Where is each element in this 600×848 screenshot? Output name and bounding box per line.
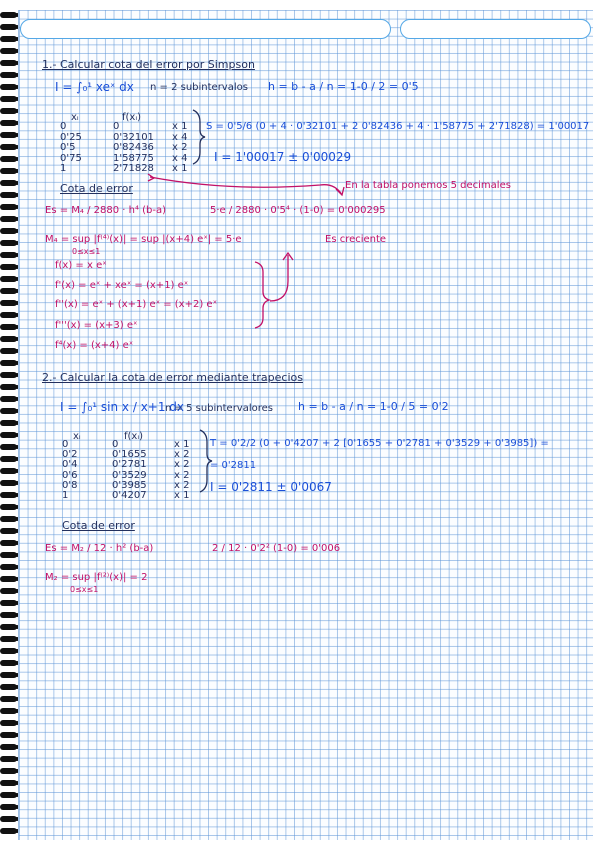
arrow-to-note [150, 177, 342, 195]
p1-result: I = 1'00017 ± 0'00029 [214, 150, 352, 164]
p1-creciente: Es creciente [325, 234, 387, 245]
p1-table-x-cell: 1 [60, 163, 67, 174]
p1-simpson-sum: S = 0'5/6 (0 + 4 · 0'32101 + 2 0'82436 + 4 · 1'58775 + 2'71828) = 1'00017 [206, 121, 590, 132]
p1-table-x-cell: 0'75 [60, 152, 82, 164]
p1-col-x: xᵢ [71, 112, 79, 123]
p1-derivative: f⁴(x) = (x+4) eˣ [55, 340, 134, 351]
p2-col-f: f(xᵢ) [124, 431, 144, 442]
p1-table-f-cell: 0'32101 [113, 131, 154, 143]
p1-table-f-cell: 2'71828 [113, 163, 154, 174]
p1-derivs-brace [255, 262, 269, 328]
p2-table-w-cell: x 2 [174, 469, 190, 481]
arrow-to-m4 [270, 255, 288, 301]
p2-table-f-cell: 0'3985 [112, 479, 147, 491]
p1-derivative: f'''(x) = (x+3) eˣ [55, 320, 138, 331]
p1-h: h = b - a / n = 1-0 / 2 = 0'5 [268, 80, 419, 93]
p1-derivative: f''(x) = eˣ + (x+1) eˣ = (x+2) eˣ [55, 299, 218, 310]
p1-derivative: f(x) = x eˣ [55, 260, 107, 271]
p2-es-value: 2 / 12 · 0'2² (1-0) = 0'006 [212, 543, 341, 554]
p1-note: En la tabla ponemos 5 decimales [345, 180, 511, 191]
p2-m2-range: 0≤x≤1 [70, 585, 99, 594]
p1-table-w-cell: x 1 [172, 121, 188, 132]
p2-cota-title: Cota de error [62, 519, 135, 532]
p1-es-value: 5·e / 2880 · 0'5⁴ · (1-0) = 0'000295 [210, 205, 386, 216]
p2-table-f-cell: 0 [112, 439, 119, 450]
p2-table-w-cell: x 1 [174, 439, 190, 450]
p1-table-w-cell: x 4 [172, 131, 188, 143]
p1-table-x-cell: 0'25 [60, 131, 82, 143]
p2-integral: I = ∫₀¹ sin x / x+1 dx [60, 400, 185, 414]
p2-table-x-cell: 1 [62, 490, 69, 501]
p1-table-f-cell: 0 [113, 121, 120, 132]
p2-table-x-cell: 0'6 [62, 469, 78, 481]
p1-table-f-cell: 1'58775 [113, 152, 154, 164]
p1-table-x-cell: 0'5 [60, 142, 76, 153]
p2-table-f-cell: 0'4207 [112, 490, 147, 501]
p1-integral: I = ∫₀¹ xeˣ dx [55, 80, 134, 94]
p2-table-x-cell: 0'4 [62, 459, 78, 471]
p2-m2: M₂ = sup |f⁽²⁾(x)| = 2 [45, 572, 148, 583]
p2-trapezoid-sum: T = 0'2/2 (0 + 0'4207 + 2 [0'1655 + 0'2781 + 0'3529 + 0'3985]) = [210, 438, 549, 449]
p2-table-w-cell: x 2 [174, 459, 190, 471]
p2-table-f-cell: 0'1655 [112, 449, 147, 461]
p1-table-x-cell: 0 [60, 121, 67, 132]
problem-2-title: 2.- Calcular la cota de error mediante trapecios [42, 371, 303, 384]
p2-result: I = 0'2811 ± 0'0067 [210, 480, 332, 494]
p1-table-brace [193, 110, 205, 164]
p1-n: n = 2 subintervalos [150, 82, 248, 93]
p1-m4: M₄ = sup |f⁽⁴⁾(x)| = sup |(x+4) eˣ| = 5·e [45, 234, 242, 245]
arrow-head-note [336, 187, 344, 195]
p2-trapezoid-result: = 0'2811 [210, 460, 257, 471]
p2-table-w-cell: x 2 [174, 479, 190, 491]
p2-table-f-cell: 0'2781 [112, 459, 147, 471]
p2-table-x-cell: 0 [62, 439, 69, 450]
p1-table-w-cell: x 4 [172, 152, 188, 164]
p1-table-w-cell: x 1 [172, 163, 188, 174]
p2-table-w-cell: x 2 [174, 449, 190, 461]
p2-table-f-cell: 0'3529 [112, 469, 147, 481]
p2-n: n = 5 subintervalores [165, 403, 274, 414]
p2-table-x-cell: 0'8 [62, 479, 78, 491]
p1-table-w-cell: x 2 [172, 142, 188, 153]
p2-es-formula: Es = M₂ / 12 · h² (b-a) [45, 543, 154, 554]
p1-es-formula: Es = M₄ / 2880 · h⁴ (b-a) [45, 205, 167, 216]
p2-col-x: xᵢ [73, 431, 81, 442]
p2-table-w-cell: x 1 [174, 490, 190, 501]
p1-table-f-cell: 0'82436 [113, 142, 154, 153]
p1-derivative: f'(x) = eˣ + xeˣ = (x+1) eˣ [55, 280, 189, 291]
p1-cota-title: Cota de error [60, 182, 133, 195]
p2-table-brace [200, 430, 212, 492]
p1-col-f: f(xᵢ) [122, 112, 142, 123]
p2-h: h = b - a / n = 1-0 / 5 = 0'2 [298, 400, 449, 413]
p1-m4-range: 0≤x≤1 [72, 247, 101, 256]
problem-1-title: 1.- Calcular cota del error por Simpson [42, 58, 255, 71]
p2-table-x-cell: 0'2 [62, 449, 78, 461]
